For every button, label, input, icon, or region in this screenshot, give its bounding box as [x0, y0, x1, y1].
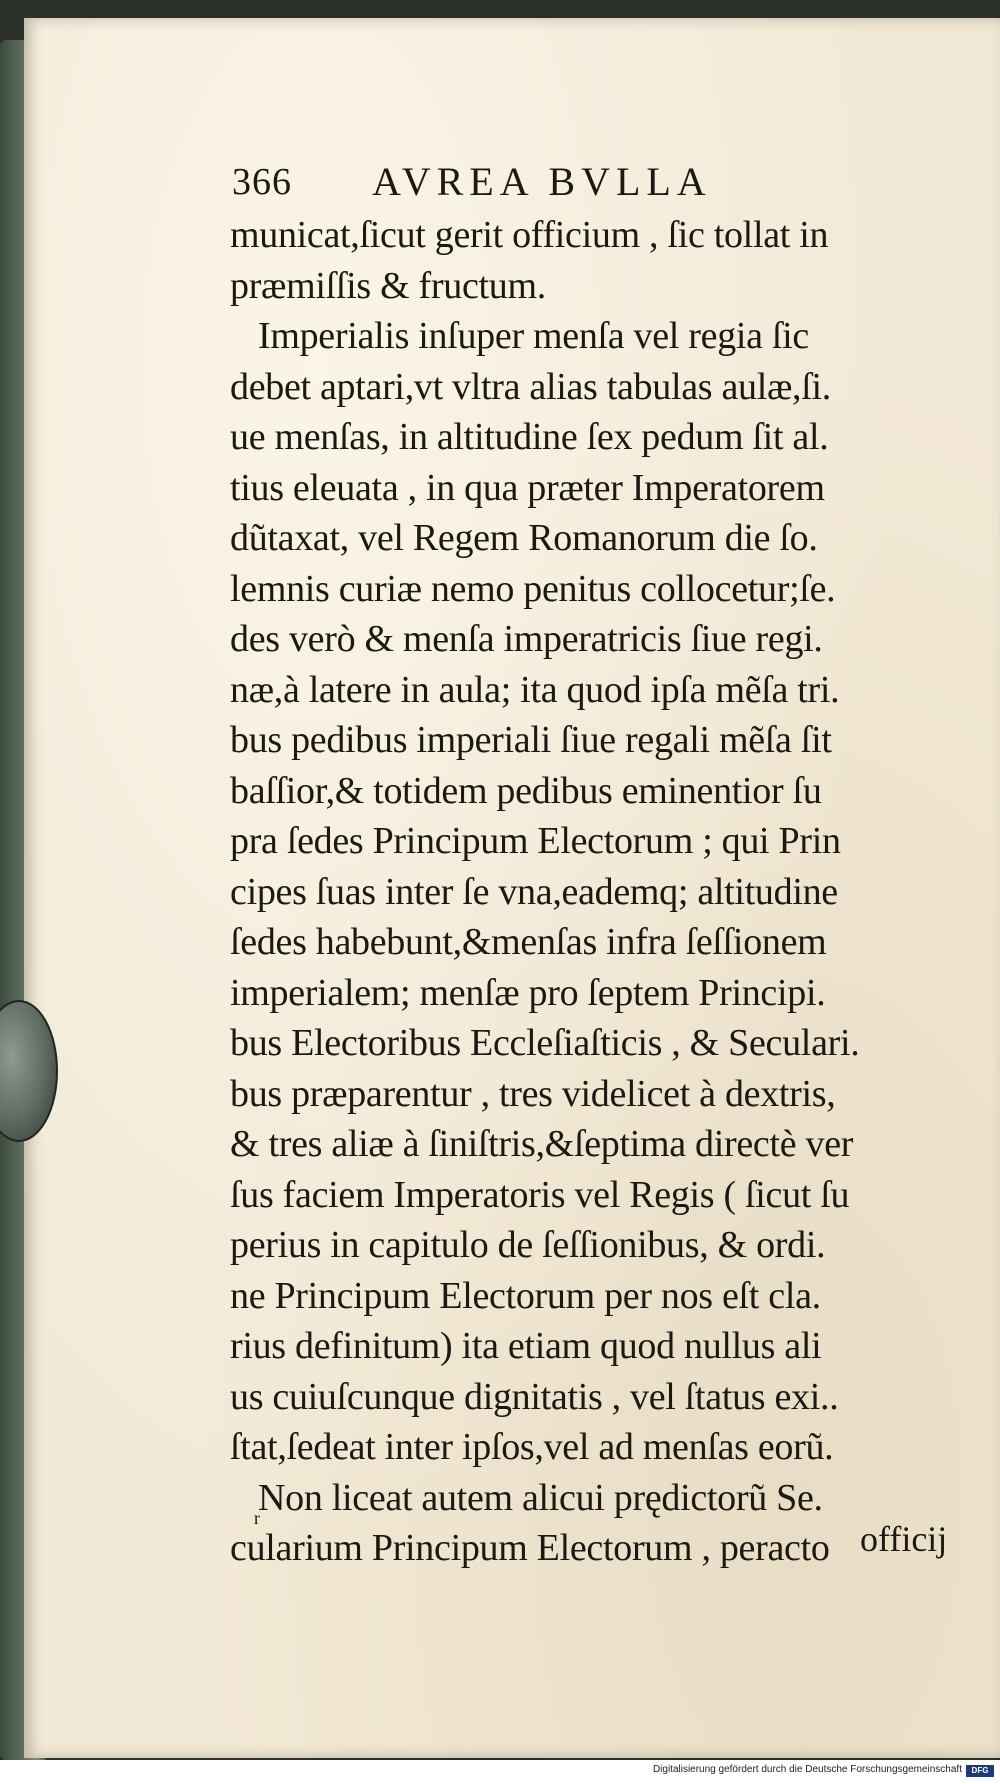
text-line: ſtat,ſedeat inter ipſos,vel ad menſas eorũ. [230, 1426, 834, 1468]
text-line: cipes ſuas inter ſe vna,eademq; altitudine [230, 870, 838, 913]
text-line: rius definitum) ita etiam quod nullus ali [230, 1325, 822, 1367]
signature-mark: r [254, 1508, 260, 1528]
page-header [232, 159, 712, 204]
text-line: municat,ſicut gerit officium , ſic tollat in [230, 214, 829, 256]
text-line: ſedes habebunt,&menſas infra ſeſſionem [230, 921, 827, 963]
text-line: pra ſedes Principum Electorum ; qui Prin [230, 820, 841, 862]
text-line: cularium Principum Electorum , peracto [230, 1527, 830, 1569]
text-line: lemnis curiæ nemo penitus collocetur;ſe. [230, 567, 836, 610]
text-line: Non liceat autem alicui prędictorũ Se. [258, 1476, 823, 1519]
text-line: imperialem; menſæ pro ſeptem Principi. [230, 971, 826, 1014]
text-line: ue menſas, in altitudine ſex pedum ſit al. [230, 416, 829, 458]
text-line: tius eleuata , in qua præter Imperatorem [230, 466, 825, 509]
digitization-credit: Digitalisierung gefördert durch die Deutsche Forschungsgemeinschaft [652, 1764, 962, 1775]
text-line: debet aptari,vt vltra alias tabulas aulæ,ſi. [230, 365, 831, 408]
text-line: dũtaxat, vel Regem Romanorum die ſo. [230, 517, 818, 559]
text-line: des verò & menſa imperatricis ſiue regi. [230, 618, 823, 660]
catchword: officij [860, 1519, 948, 1559]
text-line: bus præparentur , tres videlicet à dextris, [230, 1072, 836, 1115]
text-line: Imperialis inſuper menſa vel regia ſic [258, 315, 809, 357]
text-line: præmiſſis & fructum. [230, 264, 546, 307]
text-line: næ,à latere in aula; ita quod ipſa mẽſa tri. [230, 668, 840, 711]
dfg-logo: DFG [966, 1765, 994, 1777]
text-line: baſſior,& totidem pedibus eminentior ſu [230, 769, 822, 812]
text-line: us cuiuſcunque dignitatis , vel ſtatus exi.. [230, 1375, 839, 1418]
text-line: ſus faciem Imperatoris vel Regis ( ſicut ſu [230, 1173, 850, 1216]
text-line: bus pedibus imperiali ſiue regali mẽſa ſit [230, 719, 832, 761]
body-text [230, 210, 859, 1574]
text-line: bus Electoribus Eccleſiaſticis , & Seculari. [230, 1022, 860, 1064]
text-line: perius in capitulo de ſeſſionibus, & ordi. [230, 1224, 826, 1266]
text-line: & tres aliæ à ſiniſtris,&ſeptima directè ver [230, 1123, 854, 1165]
text-line: ne Principum Electorum per nos eſt cla. [230, 1274, 821, 1317]
running-title: AVREA BVLLA [372, 159, 712, 204]
page-number: 366 [232, 161, 292, 203]
